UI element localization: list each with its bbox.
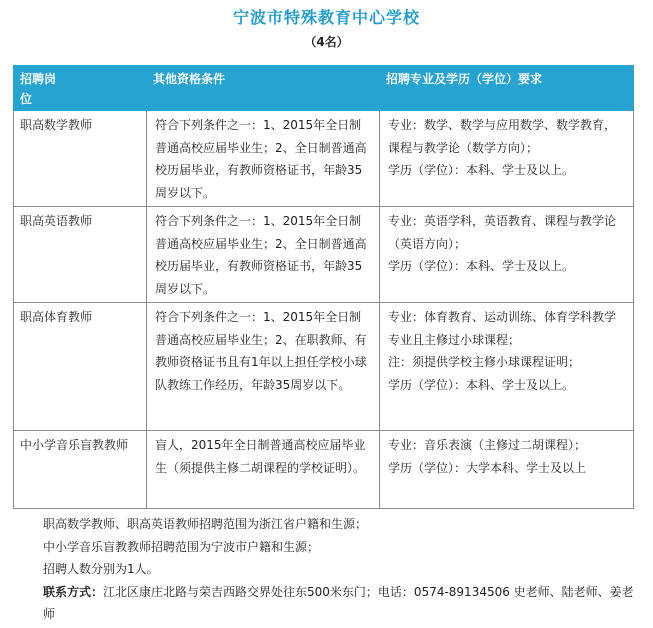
- conditions-cell: 盲人，2015年全日制普通高校应届毕业生（须提供主修二胡课程的学校证明）。: [147, 431, 380, 509]
- table-row: [14, 431, 634, 509]
- position-cell: 职高体育教师: [14, 303, 147, 431]
- headcount-subtitle: （4名）: [304, 35, 349, 49]
- requirement-line: 学历（学位）：本科、学士及以上。: [388, 377, 575, 392]
- header-conditions: 其他资格条件: [147, 66, 380, 111]
- table-header-row: [14, 66, 634, 111]
- requirement-line: 学历（学位）：本科、学士及以上。: [388, 163, 575, 177]
- contact-text: 江北区康庄北路与荣吉西路交界处往东500米东门；电话：0574-89134506 史老师、陆老师、姜老师: [43, 584, 634, 621]
- header-position: 招聘岗位: [14, 66, 147, 111]
- conditions-cell: 符合下列条件之一：1、2015年全日制普通高校应届毕业生；2、在职教师、有教师资格证书且有1年以上担任学校小球队教练工作经历，年龄35周岁以下。: [147, 303, 380, 431]
- contact-label: 联系方式：: [43, 584, 104, 599]
- note-line: 招聘人数分别为1人。: [43, 562, 159, 576]
- conditions-cell: 符合下列条件之一：1、2015年全日制普通高校应届毕业生；2、全日制普通高校历届毕业，有教师资格证书，年龄35周岁以下。: [147, 111, 380, 207]
- page-title: 宁波市特殊教育中心学校: [232, 8, 420, 27]
- position-cell: 职高英语教师: [14, 207, 147, 303]
- position-cell: 职高数学教师: [14, 111, 147, 207]
- table-row: [14, 111, 634, 207]
- conditions-cell: 符合下列条件之一：1、2015年全日制普通高校应届毕业生；2、全日制普通高校历届毕业，有教师资格证书，年龄35周岁以下。: [147, 207, 380, 303]
- table-row: [14, 303, 634, 431]
- requirement-line: 注：须提供学校主修小球课程证明；: [388, 355, 581, 369]
- note-line: 中小学音乐盲教教师招聘范围为宁波市户籍和生源；: [43, 539, 320, 554]
- requirement-line: 专业：音乐表演（主修过二胡课程）；: [388, 438, 587, 452]
- requirement-line: 专业：英语学科，英语教育、课程与教学论（英语方向）；: [388, 214, 617, 251]
- requirements-cell: [380, 207, 634, 303]
- requirement-line: 学历（学位）：本科、学士及以上。: [388, 259, 575, 273]
- requirements-cell: [380, 431, 634, 509]
- notes-section: [13, 513, 638, 626]
- contact-info: [13, 581, 638, 626]
- requirements-cell: [380, 303, 634, 431]
- requirements-cell: [380, 111, 634, 207]
- requirement-line: 专业：数学、数学与应用数学、数学教育，课程与教学论（数学方向）；: [388, 118, 617, 155]
- requirement-line: 专业：体育教育、运动训练、体育学科教学专业且主修过小球课程；: [388, 310, 617, 347]
- table-row: [14, 207, 634, 303]
- position-cell: 中小学音乐盲教教师: [14, 431, 147, 509]
- recruitment-table: [13, 65, 634, 509]
- note-line: 职高数学教师、职高英语教师招聘范围为浙江省户籍和生源；: [43, 517, 368, 531]
- header-requirements: 招聘专业及学历（学位）要求: [380, 66, 634, 111]
- requirement-line: 学历（学位）：大学本科、学士及以上: [388, 460, 587, 475]
